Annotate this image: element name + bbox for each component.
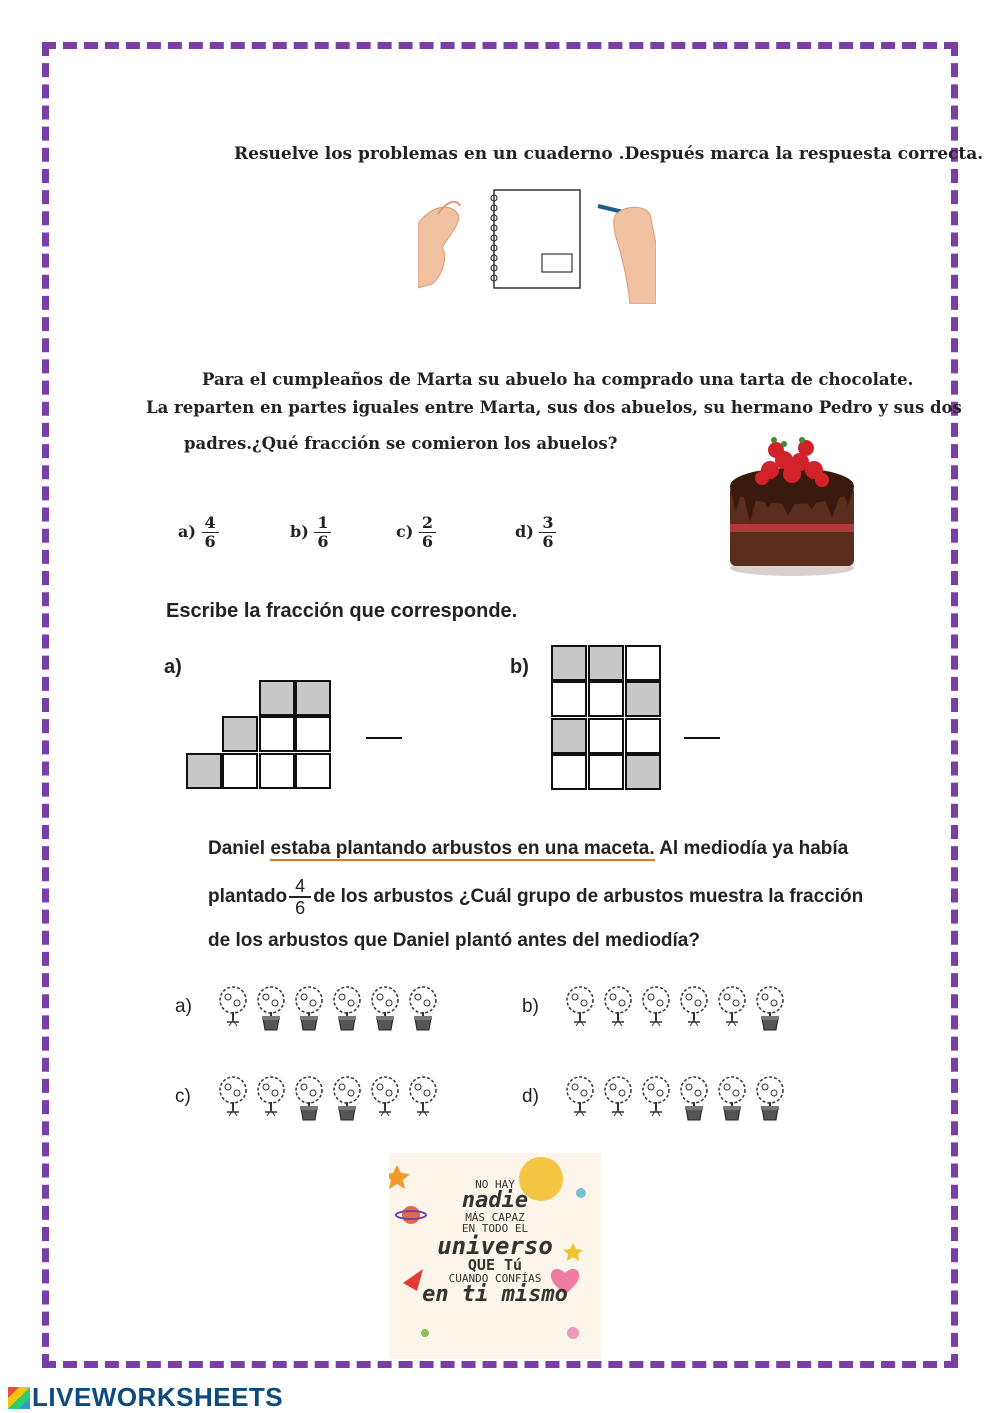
poster-line3: MÁS CAPAZ xyxy=(465,1211,525,1224)
grid-cell-shaded xyxy=(186,753,222,789)
potted-shrub-icon xyxy=(292,984,327,1032)
potted-shrub-icon xyxy=(330,984,365,1032)
notebook-illustration xyxy=(418,184,656,304)
option-label: c) xyxy=(396,522,414,541)
bare-shrub-icon xyxy=(601,1074,636,1122)
grid-cell xyxy=(551,681,587,717)
potted-shrub-icon xyxy=(753,1074,788,1122)
chocolate-cake-image xyxy=(722,432,862,578)
bare-shrub-icon xyxy=(563,984,598,1032)
grid-cell-shaded xyxy=(625,754,661,790)
plant-group-b[interactable] xyxy=(563,984,788,1032)
potted-shrub-icon xyxy=(677,1074,712,1122)
option-label: a) xyxy=(178,522,196,541)
grid-cell xyxy=(588,681,624,717)
grid-cell xyxy=(625,645,661,681)
option-label: b) xyxy=(290,522,309,541)
bare-shrub-icon xyxy=(563,1074,598,1122)
grid-cell-shaded xyxy=(222,716,258,752)
problem3-text-end: Al mediodía ya había xyxy=(654,838,849,859)
problem2-label-b: b) xyxy=(510,656,529,678)
grid-cell-shaded xyxy=(551,718,587,754)
problem3-underlined-text: estaba plantando arbustos en una maceta. xyxy=(270,838,655,859)
option-label: d) xyxy=(515,522,534,541)
problem3-line3: de los arbustos que Daniel plantó antes del mediodía? xyxy=(208,930,700,951)
poster-line2: nadie xyxy=(461,1188,529,1213)
grid-cell xyxy=(551,754,587,790)
problem3-line2 xyxy=(208,876,863,918)
bare-shrub-icon xyxy=(216,1074,251,1122)
grid-cell-shaded xyxy=(295,680,331,716)
problem1-option-d[interactable] xyxy=(515,514,556,551)
bare-shrub-icon xyxy=(368,1074,403,1122)
problem3-option-a-label[interactable]: a) xyxy=(175,996,192,1017)
bare-shrub-icon xyxy=(406,1074,441,1122)
plant-group-a[interactable] xyxy=(216,984,441,1032)
fraction-denominator: 6 xyxy=(317,532,329,551)
potted-shrub-icon xyxy=(715,1074,750,1122)
grid-cell xyxy=(259,753,295,789)
grid-cell-shaded xyxy=(625,681,661,717)
poster-line1: NO HAY xyxy=(475,1178,515,1191)
potted-shrub-icon xyxy=(753,984,788,1032)
bare-shrub-icon xyxy=(216,984,251,1032)
fraction-denominator: 6 xyxy=(295,898,306,918)
bare-shrub-icon xyxy=(677,984,712,1032)
plant-group-d[interactable] xyxy=(563,1074,788,1122)
fraction-numerator: 3 xyxy=(539,514,556,533)
grid-cell-shaded xyxy=(259,680,295,716)
logo-icon xyxy=(8,1387,30,1409)
grid-cell xyxy=(295,753,331,789)
problem3-option-d-label[interactable]: d) xyxy=(522,1086,539,1107)
problem1-line1: Para el cumpleaños de Marta su abuelo ha comprado una tarta de chocolate. xyxy=(202,370,914,389)
problem3-line2-start: plantado xyxy=(208,886,288,908)
answer-blank-a[interactable] xyxy=(366,737,402,739)
logo-text: LIVEWORKSHEETS xyxy=(32,1382,284,1412)
motivational-poster xyxy=(389,1153,601,1359)
potted-shrub-icon xyxy=(368,984,403,1032)
poster-line7: CUANDO CONFÍAS xyxy=(448,1272,542,1285)
bare-shrub-icon xyxy=(715,984,750,1032)
fraction-denominator: 6 xyxy=(542,532,554,551)
potted-shrub-icon xyxy=(254,984,289,1032)
bare-shrub-icon xyxy=(254,1074,289,1122)
potted-shrub-icon xyxy=(292,1074,327,1122)
poster-line8: en ti mismo xyxy=(422,1282,568,1307)
poster-line6: QUE Tú xyxy=(467,1256,523,1274)
fraction-numerator: 2 xyxy=(419,514,436,533)
liveworksheets-logo[interactable] xyxy=(8,1382,283,1413)
problem1-option-b[interactable] xyxy=(290,514,331,551)
plant-group-c[interactable] xyxy=(216,1074,441,1122)
grid-cell xyxy=(588,718,624,754)
bare-shrub-icon xyxy=(601,984,636,1032)
problem1-line2: La reparten en partes iguales entre Marta, sus dos abuelos, su hermano Pedro y sus dos xyxy=(146,398,962,417)
problem3-line1 xyxy=(208,838,848,860)
problem1-option-c[interactable] xyxy=(396,514,436,551)
problem2-label-a: a) xyxy=(164,656,182,678)
problem3-line2-end: de los arbustos ¿Cuál grupo de arbustos muestra la fracción xyxy=(313,886,864,908)
problem3-text-start: Daniel xyxy=(208,838,271,859)
fraction-numerator: 4 xyxy=(202,514,219,533)
grid-cell xyxy=(222,753,258,789)
fraction-numerator: 1 xyxy=(314,514,331,533)
grid-cell-shaded xyxy=(588,645,624,681)
grid-cell xyxy=(295,716,331,752)
problem1-option-a[interactable] xyxy=(178,514,219,551)
fraction-denominator: 6 xyxy=(204,532,216,551)
problem3-option-b-label[interactable]: b) xyxy=(522,996,539,1017)
bare-shrub-icon xyxy=(639,1074,674,1122)
fraction-denominator: 6 xyxy=(421,532,434,551)
problem1-line3: padres.¿Qué fracción se comieron los abuelos? xyxy=(184,434,618,453)
problem2-title: Escribe la fracción que corresponde. xyxy=(166,600,518,622)
grid-cell xyxy=(588,754,624,790)
grid-cell-shaded xyxy=(551,645,587,681)
instruction-text: Resuelve los problemas en un cuaderno .Después marca la respuesta correcta. xyxy=(234,144,984,164)
poster-line5: universo xyxy=(437,1232,553,1260)
answer-blank-b[interactable] xyxy=(684,737,720,739)
bare-shrub-icon xyxy=(639,984,674,1032)
problem3-option-c-label[interactable]: c) xyxy=(175,1086,191,1107)
potted-shrub-icon xyxy=(330,1074,365,1122)
potted-shrub-icon xyxy=(406,984,441,1032)
fraction-numerator: 4 xyxy=(289,876,311,898)
poster-quote xyxy=(389,1179,601,1306)
grid-cell xyxy=(625,718,661,754)
grid-cell xyxy=(259,716,295,752)
poster-line4: EN TODO EL xyxy=(461,1222,529,1235)
